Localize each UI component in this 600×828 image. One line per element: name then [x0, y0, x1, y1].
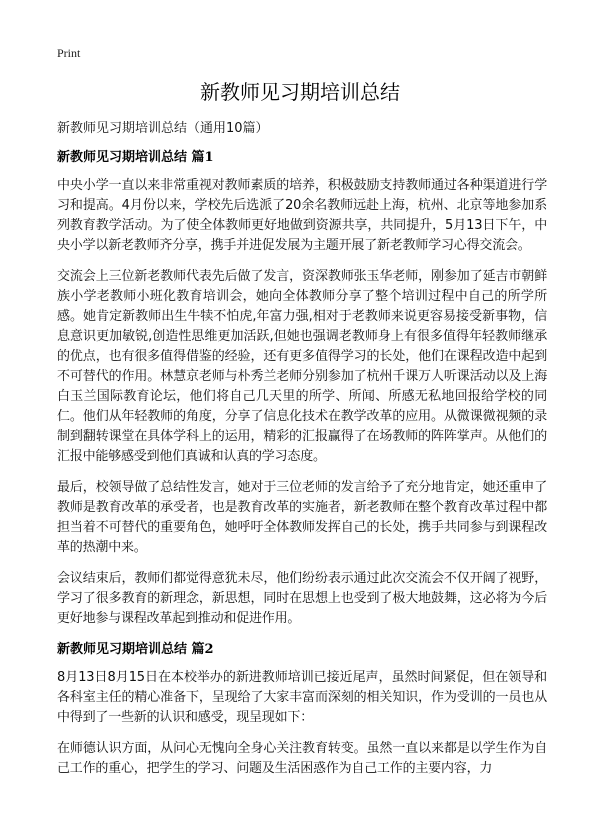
paragraph: 在师德认识方面，从问心无愧向全身心关注教育转变。虽然一直以来都是以学生作为自己工作的重心，把学生的学习、问题及生活困惑作为自己工作的主要内容，力 — [57, 741, 547, 776]
paragraph: 最后，校领导做了总结性发言，她对于三位老师的发言给予了充分地肯定，她还重申了教师是教育改革的承受者，也是教育改革的实施者，新老教师在整个教育改革过程中都担当着不可替代的重要角色，她呼吁全体教师发挥自己的长处，携手共同参与到课程改革的热潮中来。 — [57, 480, 547, 555]
section-heading: 新教师见习期培训总结 篇1 — [57, 150, 214, 165]
paragraph: 交流会上三位新老教师代表先后做了发言，资深教师张玉华老师，刚参加了延吉市朝鲜族小学老教师小班化教育培训会，她向全体教师分享了整个培训过程中自己的所学所感。她肯定新教师出生牛犊不怕虎,年富力强,相对于老教师来说更容易接受新事物，信息意识更加敏锐,创造性思维更加活跃,但她也强调老教师身上有很多值得年轻教师继承的优点，也有很多值得借鉴的经验，还有更多值得学习的长处，他们在课程改造中起到不可替代的作用。林慧京老师与朴秀兰老师分别参加了杭州千课万人听课活动以及上海白玉兰国际教育论坛，他们将自己几天里的所学、所闻、所感无私地回报给学校的同仁。他们从年轻教师的角度，分享了信息化技术在教学改革的应用。从微课微视频的录制到翻转课堂在具体学科上的运用，精彩的汇报赢得了在场教师的阵阵掌声。从他们的汇报中能够感受到他们真诚和认真的学习态度。 — [57, 269, 547, 464]
article-body — [57, 148, 547, 790]
section-1 — [57, 148, 547, 629]
paragraph: 会议结束后，教师们都觉得意犹未尽，他们纷纷表示通过此次交流会不仅开阔了视野，学习了很多教育的新理念，新思想，同时在思想上也受到了极大地鼓舞，这必将为今后更好地参与课程改革起到推动和促进作用。 — [57, 571, 547, 626]
paragraph: 8月13日8月15日在本校举办的新进教师培训已接近尾声，虽然时间紧促，但在领导和各科室主任的精心准备下，呈现给了大家丰富而深刻的相关知识，作为受训的一员也从中得到了一些新的认识和感受，现呈现如下： — [57, 670, 547, 725]
document-title: 新教师见习期培训总结 — [200, 80, 400, 104]
print-link[interactable]: Print — [57, 46, 81, 60]
section-2 — [57, 640, 547, 779]
section-heading: 新教师见习期培训总结 篇2 — [57, 642, 214, 657]
paragraph: 中央小学一直以来非常重视对教师素质的培养，积极鼓励支持教师通过各种渠道进行学习和提高。4月份以来，学校先后选派了20余名教师远赴上海，杭州、北京等地参加系列教育教学活动。为了使全体教师更好地做到资源共享，共同提升，5月13日下午，中央小学以新老教师齐分享，携手并进促发展为主题开展了新老教师学习心得交流会。 — [57, 178, 547, 253]
document-subtitle: 新教师见习期培训总结（通用10篇） — [57, 121, 269, 136]
